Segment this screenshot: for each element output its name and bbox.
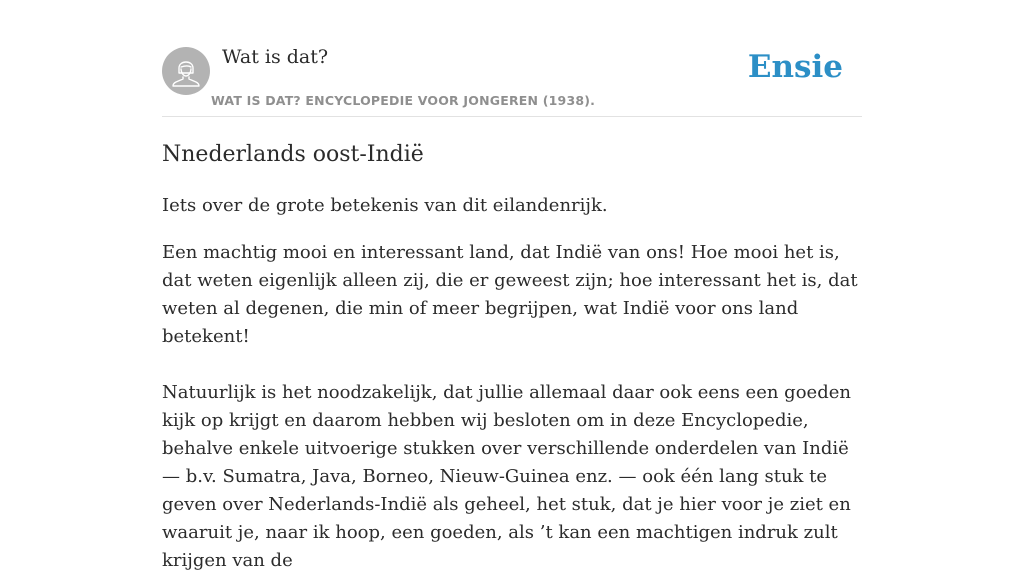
article-paragraph: Natuurlijk is het noodzakelijk, dat jullie allemaal daar ook eens een goeden kijk op krijgt en daarom hebben wij besloten om in deze Encyclopedie, behalve enkele uitvoerige stukken over verschillende onderdelen van Indië — b.v. Sumatra, Java, Borneo, Nieuw-Guinea enz. — ook één lang stuk te geven over Nederlands-Indië als geheel, het stuk, dat je hier voor je ziet en waaruit je, naar ik hoop, een goeden, als ’t kan een machtigen indruk zult krijgen van de [162, 382, 851, 571]
ensie-logo[interactable]: Ensie [747, 49, 843, 85]
article-header [162, 46, 862, 117]
user-avatar-icon[interactable] [162, 47, 210, 95]
article-paragraph: Een machtig mooi en interessant land, dat Indië van ons! Hoe mooi het is, dat weten eigenlijk alleen zij, die er geweest zijn; hoe interessant het is, dat weten al degenen, die min of meer begrijpen, wat Indië voor ons land betekent! [162, 242, 858, 347]
author-name-link[interactable]: Wat is dat? [222, 46, 329, 68]
article-title: Nnederlands oost-Indië [162, 142, 424, 167]
article-content [162, 140, 862, 575]
source-label: WAT IS DAT? ENCYCLOPEDIE VOOR JONGEREN (1938). [211, 93, 596, 108]
article-intro: Iets over de grote betekenis van dit eilandenrijk. [162, 195, 608, 216]
